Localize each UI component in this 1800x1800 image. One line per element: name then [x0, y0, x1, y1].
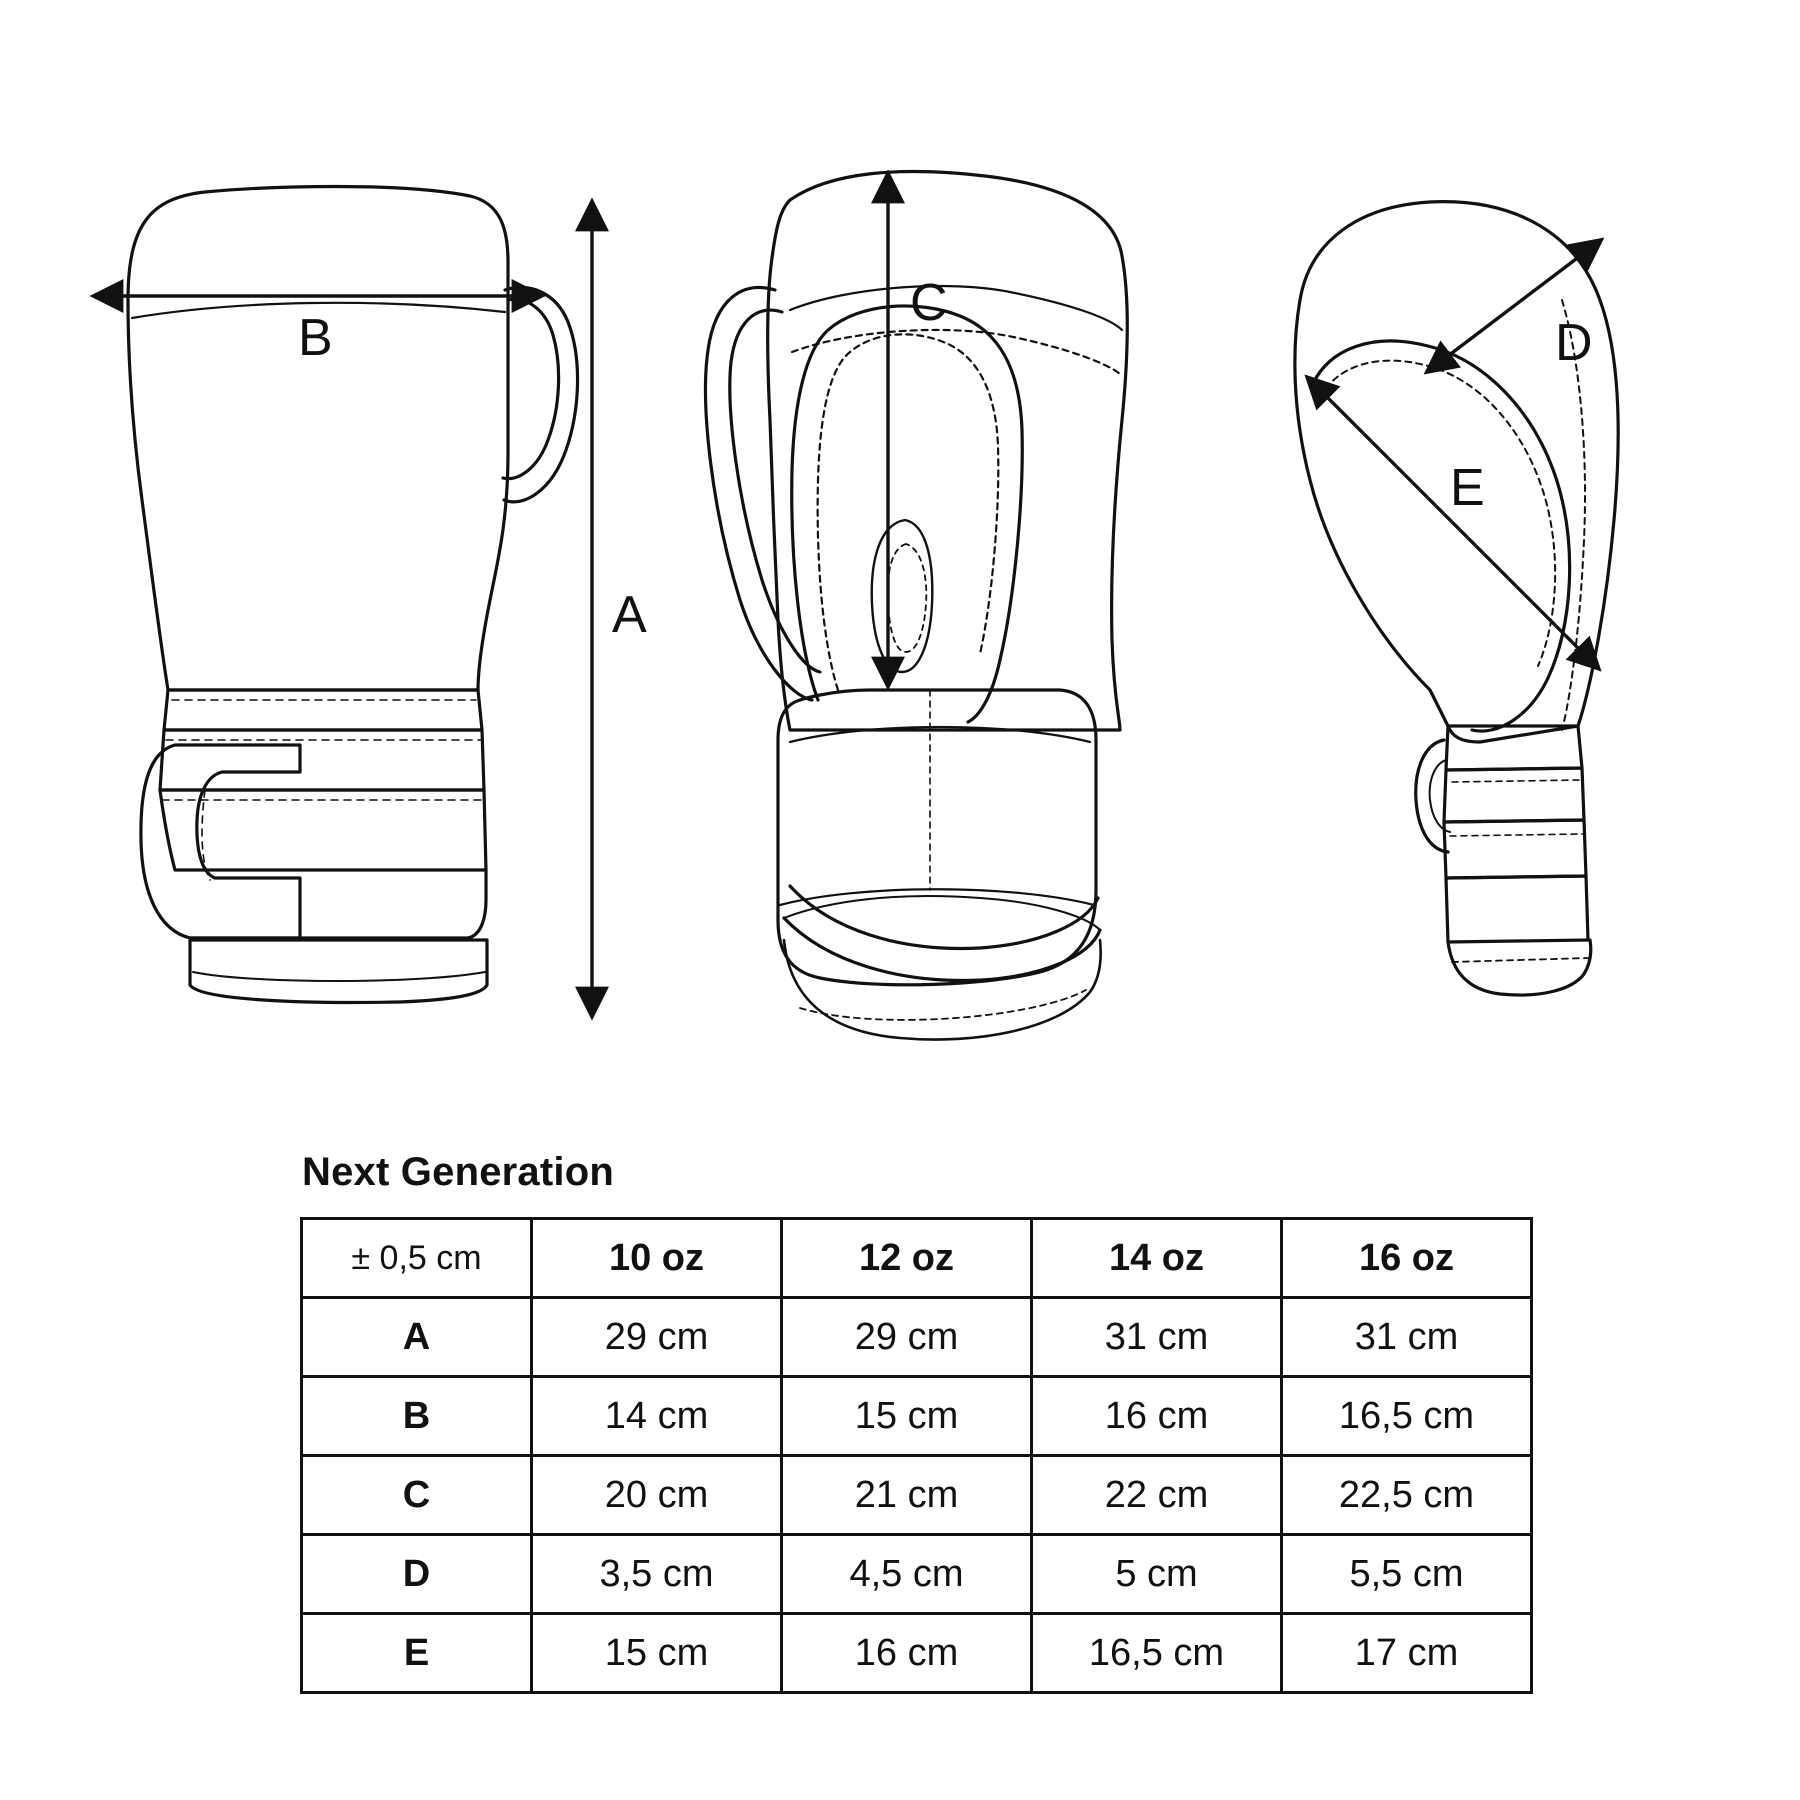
row-key-a: A: [302, 1298, 532, 1377]
size-chart-block: [300, 1150, 1550, 1694]
table-row: [302, 1456, 1532, 1535]
tolerance-header: ± 0,5 cm: [302, 1219, 532, 1298]
table-title: Next Generation: [302, 1150, 614, 1194]
dimension-label-a: A: [612, 586, 647, 644]
column-header-12oz: 12 oz: [782, 1219, 1032, 1298]
row-key-e: E: [302, 1614, 532, 1693]
dimension-label-d: D: [1555, 314, 1593, 372]
cell-a-10oz: 29 cm: [532, 1298, 782, 1377]
dimension-line-e: [1326, 396, 1580, 650]
cell-e-12oz: 16 cm: [782, 1614, 1032, 1693]
cell-b-16oz: 16,5 cm: [1282, 1377, 1532, 1456]
row-key-b: B: [302, 1377, 532, 1456]
row-key-d: D: [302, 1535, 532, 1614]
cell-d-12oz: 4,5 cm: [782, 1535, 1032, 1614]
cell-c-16oz: 22,5 cm: [1282, 1456, 1532, 1535]
cell-c-12oz: 21 cm: [782, 1456, 1032, 1535]
cell-a-16oz: 31 cm: [1282, 1298, 1532, 1377]
cell-e-16oz: 17 cm: [1282, 1614, 1532, 1693]
table-row: [302, 1614, 1532, 1693]
column-header-14oz: 14 oz: [1032, 1219, 1282, 1298]
cell-e-10oz: 15 cm: [532, 1614, 782, 1693]
cell-c-10oz: 20 cm: [532, 1456, 782, 1535]
cell-e-14oz: 16,5 cm: [1032, 1614, 1282, 1693]
cell-d-10oz: 3,5 cm: [532, 1535, 782, 1614]
glove-side-view: [128, 187, 578, 1003]
row-key-c: C: [302, 1456, 532, 1535]
table-row: [302, 1298, 1532, 1377]
dimension-label-c: C: [910, 274, 948, 332]
table-row: [302, 1535, 1532, 1614]
cell-b-10oz: 14 cm: [532, 1377, 782, 1456]
cell-a-14oz: 31 cm: [1032, 1298, 1282, 1377]
cell-b-14oz: 16 cm: [1032, 1377, 1282, 1456]
column-header-10oz: 10 oz: [532, 1219, 782, 1298]
dimension-label-b: B: [298, 309, 333, 367]
cell-b-12oz: 15 cm: [782, 1377, 1032, 1456]
size-table: [300, 1217, 1533, 1694]
table-header-row: [302, 1219, 1532, 1298]
cell-a-12oz: 29 cm: [782, 1298, 1032, 1377]
table-row: [302, 1377, 1532, 1456]
cell-d-16oz: 5,5 cm: [1282, 1535, 1532, 1614]
cell-d-14oz: 5 cm: [1032, 1535, 1282, 1614]
column-header-16oz: 16 oz: [1282, 1219, 1532, 1298]
dimension-label-e: E: [1450, 459, 1485, 517]
cell-c-14oz: 22 cm: [1032, 1456, 1282, 1535]
